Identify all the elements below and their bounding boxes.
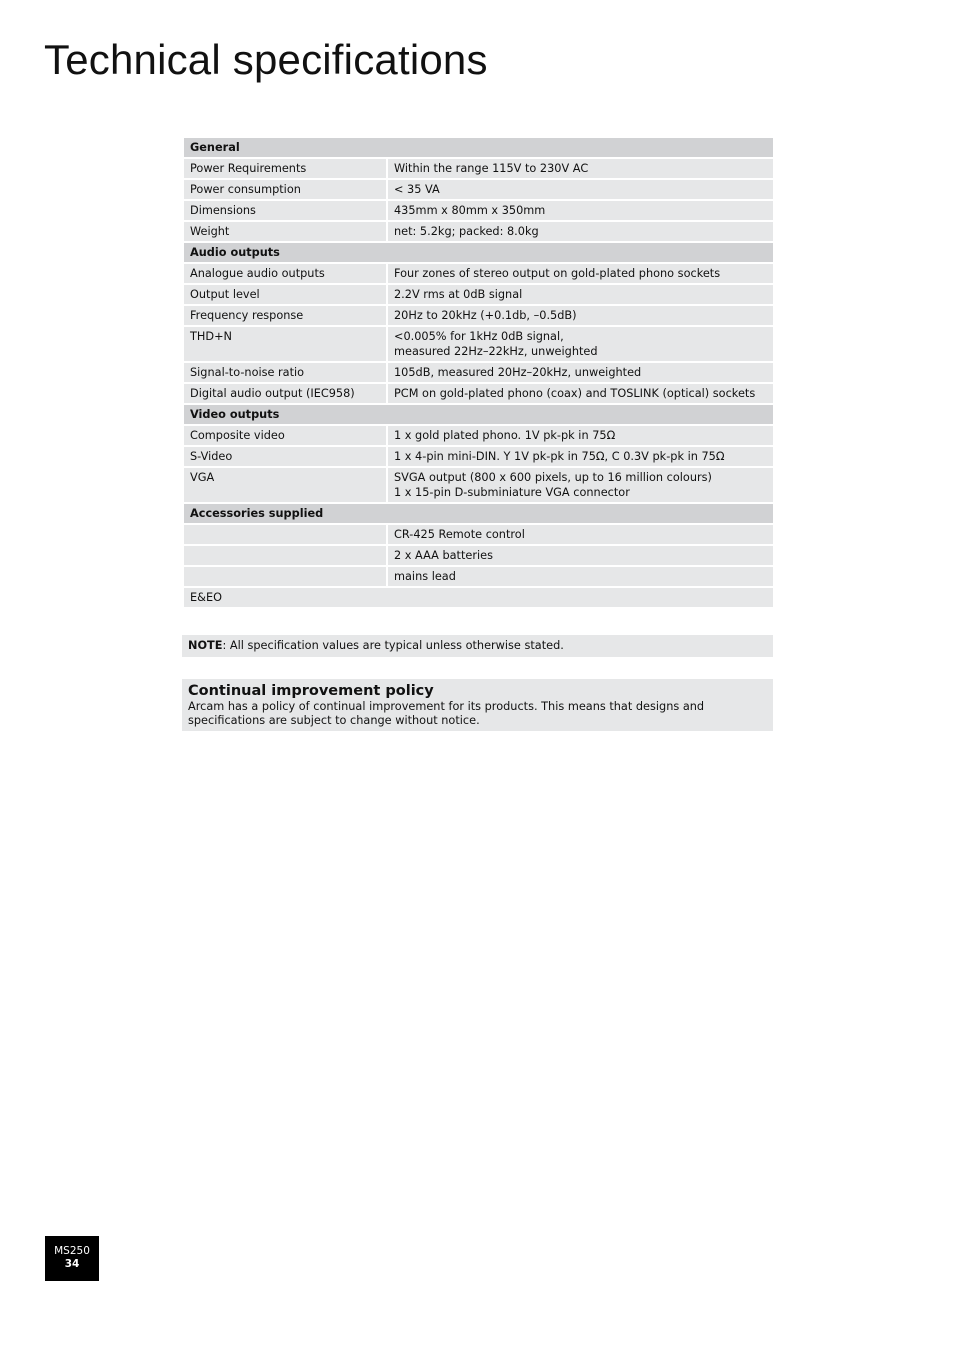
table-row xyxy=(183,545,774,566)
spec-label: Dimensions xyxy=(183,200,387,221)
spec-label: Output level xyxy=(183,284,387,305)
section-header: Video outputs xyxy=(183,404,774,425)
spec-value-line: net: 5.2kg; packed: 8.0kg xyxy=(394,225,539,238)
spec-value-line: 2 x AAA batteries xyxy=(394,549,493,562)
table-row xyxy=(183,362,774,383)
footnote-text: E&EO xyxy=(183,587,774,608)
section-header-row xyxy=(183,242,774,263)
table-row xyxy=(183,179,774,200)
table-row xyxy=(183,524,774,545)
spec-value xyxy=(387,326,774,362)
spec-value xyxy=(387,446,774,467)
spec-label: Analogue audio outputs xyxy=(183,263,387,284)
spec-value-line: PCM on gold-plated phono (coax) and TOSLINK (optical) sockets xyxy=(394,387,756,400)
spec-label: Digital audio output (IEC958) xyxy=(183,383,387,404)
page-title: Technical specifications xyxy=(44,36,488,83)
spec-label: Signal-to-noise ratio xyxy=(183,362,387,383)
spec-value xyxy=(387,179,774,200)
spec-value-line: 435mm x 80mm x 350mm xyxy=(394,204,546,217)
table-row xyxy=(183,305,774,326)
spec-value-line: mains lead xyxy=(394,570,456,583)
spec-value xyxy=(387,383,774,404)
table-row xyxy=(183,383,774,404)
spec-value xyxy=(387,305,774,326)
table-row xyxy=(183,566,774,587)
note-label: NOTE xyxy=(188,639,223,652)
policy-text: Arcam has a policy of continual improvement for its products. This means that designs and specifications are subject to change without notice. xyxy=(188,700,705,727)
spec-label: Power consumption xyxy=(183,179,387,200)
spec-value xyxy=(387,467,774,503)
footnote-row xyxy=(183,587,774,608)
table-row xyxy=(183,467,774,503)
spec-value-line: 1 x gold plated phono. 1V pk-pk in 75Ω xyxy=(394,429,616,442)
spec-value-line: 1 x 15-pin D-subminiature VGA connector xyxy=(394,486,630,499)
table-row xyxy=(183,263,774,284)
spec-value-line: CR-425 Remote control xyxy=(394,528,525,541)
table-row xyxy=(183,284,774,305)
spec-value xyxy=(387,158,774,179)
spec-value xyxy=(387,524,774,545)
table-row xyxy=(183,446,774,467)
spec-value xyxy=(387,284,774,305)
spec-label: Weight xyxy=(183,221,387,242)
spec-label xyxy=(183,545,387,566)
spec-value-line: <0.005% for 1kHz 0dB signal, xyxy=(394,330,564,343)
spec-value-line: measured 22Hz–22kHz, unweighted xyxy=(394,345,598,358)
spec-value xyxy=(387,263,774,284)
spec-value-line: SVGA output (800 x 600 pixels, up to 16 million colours) xyxy=(394,471,712,484)
spec-label: Power Requirements xyxy=(183,158,387,179)
spec-table xyxy=(182,136,775,609)
page-badge xyxy=(45,1236,99,1281)
table-row xyxy=(183,221,774,242)
spec-value xyxy=(387,545,774,566)
section-header: Audio outputs xyxy=(183,242,774,263)
section-header: General xyxy=(183,137,774,158)
page-number: 34 xyxy=(64,1258,80,1270)
spec-value-line: 20Hz to 20kHz (+0.1db, –0.5dB) xyxy=(394,309,577,322)
spec-value xyxy=(387,566,774,587)
section-header-row xyxy=(183,404,774,425)
note-box xyxy=(182,635,773,657)
table-row xyxy=(183,200,774,221)
spec-label: THD+N xyxy=(183,326,387,362)
spec-label xyxy=(183,566,387,587)
table-row xyxy=(183,326,774,362)
section-header-row xyxy=(183,503,774,524)
section-header: Accessories supplied xyxy=(183,503,774,524)
spec-label: VGA xyxy=(183,467,387,503)
spec-label xyxy=(183,524,387,545)
spec-label: Composite video xyxy=(183,425,387,446)
table-row xyxy=(183,425,774,446)
table-row xyxy=(183,158,774,179)
spec-value xyxy=(387,362,774,383)
spec-value-line: Within the range 115V to 230V AC xyxy=(394,162,589,175)
section-header-row xyxy=(183,137,774,158)
policy-box xyxy=(182,679,773,731)
spec-value-line: 2.2V rms at 0dB signal xyxy=(394,288,523,301)
model-name: MS250 xyxy=(54,1245,90,1257)
spec-label: S-Video xyxy=(183,446,387,467)
spec-value-line: < 35 VA xyxy=(394,183,440,196)
spec-value xyxy=(387,425,774,446)
spec-value xyxy=(387,200,774,221)
spec-value-line: 1 x 4-pin mini-DIN. Y 1V pk-pk in 75Ω, C 0.3V pk-pk in 75Ω xyxy=(394,450,725,463)
policy-title: Continual improvement policy xyxy=(188,683,434,699)
note-text: : All specification values are typical unless otherwise stated. xyxy=(222,639,564,652)
spec-value-line: Four zones of stereo output on gold-plated phono sockets xyxy=(394,267,721,280)
spec-table-body xyxy=(183,137,774,608)
spec-label: Frequency response xyxy=(183,305,387,326)
spec-value-line: 105dB, measured 20Hz–20kHz, unweighted xyxy=(394,366,642,379)
spec-value xyxy=(387,221,774,242)
